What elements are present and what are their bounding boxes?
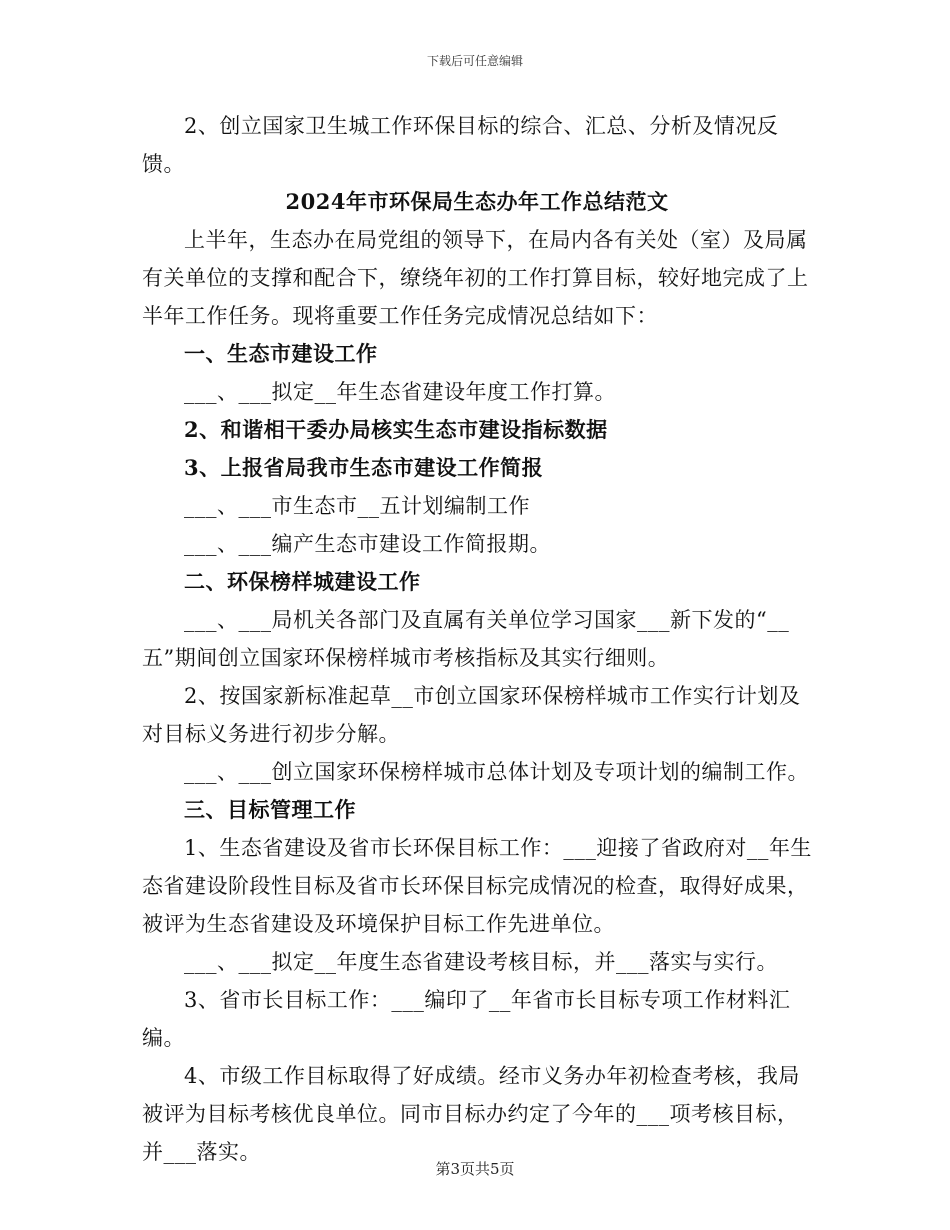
- paragraph: 2、按国家新标准起草__市创立国家环保榜样城市工作实行计划及对目标义务进行初步分解。: [142, 684, 801, 746]
- paragraph: ___、___编产生态市建设工作简报期。: [184, 532, 551, 556]
- document-title: 2024年市环保局生态办年工作总结范文: [285, 189, 669, 214]
- paragraph: 4、市级工作目标取得了好成绩。经市义务办年初检查考核，我局被评为目标考核优良单位。同市目标办约定了今年的___项考核目标，并___落实。: [142, 1064, 800, 1164]
- page-header-note: 下载后可任意编辑: [426, 54, 523, 68]
- paragraph: ___、___拟定__年度生态省建设考核目标，并___落实与实行。: [184, 950, 778, 974]
- paragraph: ___、___拟定__年生态省建设年度工作打算。: [184, 380, 616, 404]
- paragraph: 2、创立国家卫生城工作环保目标的综合、汇总、分析及情况反馈。: [142, 114, 779, 176]
- paragraph: ___、___局机关各部门及直属有关单位学习国家___新下发的“__五”期间创立国家环保榜样城市考核指标及其实行细则。: [142, 608, 790, 670]
- subsection-heading: 2、和谐相干委办局核实生态市建设指标数据: [184, 417, 608, 442]
- section-heading: 三、目标管理工作: [184, 797, 356, 822]
- document-body: [142, 107, 812, 1171]
- subsection-heading: 3、上报省局我市生态市建设工作简报: [184, 455, 544, 480]
- page-number: 第3页共5页: [435, 1160, 515, 1178]
- paragraph: 上半年，生态办在局党组的领导下，在局内各有关处（室）及局属有关单位的支撑和配合下，缭绕年初的工作打算目标，较好地完成了上半年工作任务。现将重要工作任务完成情况总结如下：: [142, 228, 809, 328]
- paragraph: 1、生态省建设及省市长环保目标工作：___迎接了省政府对__年生态省建设阶段性目标及省市长环保目标完成情况的检查，取得好成果，被评为生态省建设及环境保护目标工作先进单位。: [142, 836, 812, 936]
- section-heading: 一、生态市建设工作: [184, 341, 378, 366]
- paragraph: ___、___市生态市__五计划编制工作: [184, 494, 530, 518]
- paragraph: 3、省市长目标工作：___编印了__年省市长目标专项工作材料汇编。: [142, 988, 791, 1050]
- section-heading: 二、环保榜样城建设工作: [184, 569, 421, 594]
- paragraph: ___、___创立国家环保榜样城市总体计划及专项计划的编制工作。: [184, 760, 809, 784]
